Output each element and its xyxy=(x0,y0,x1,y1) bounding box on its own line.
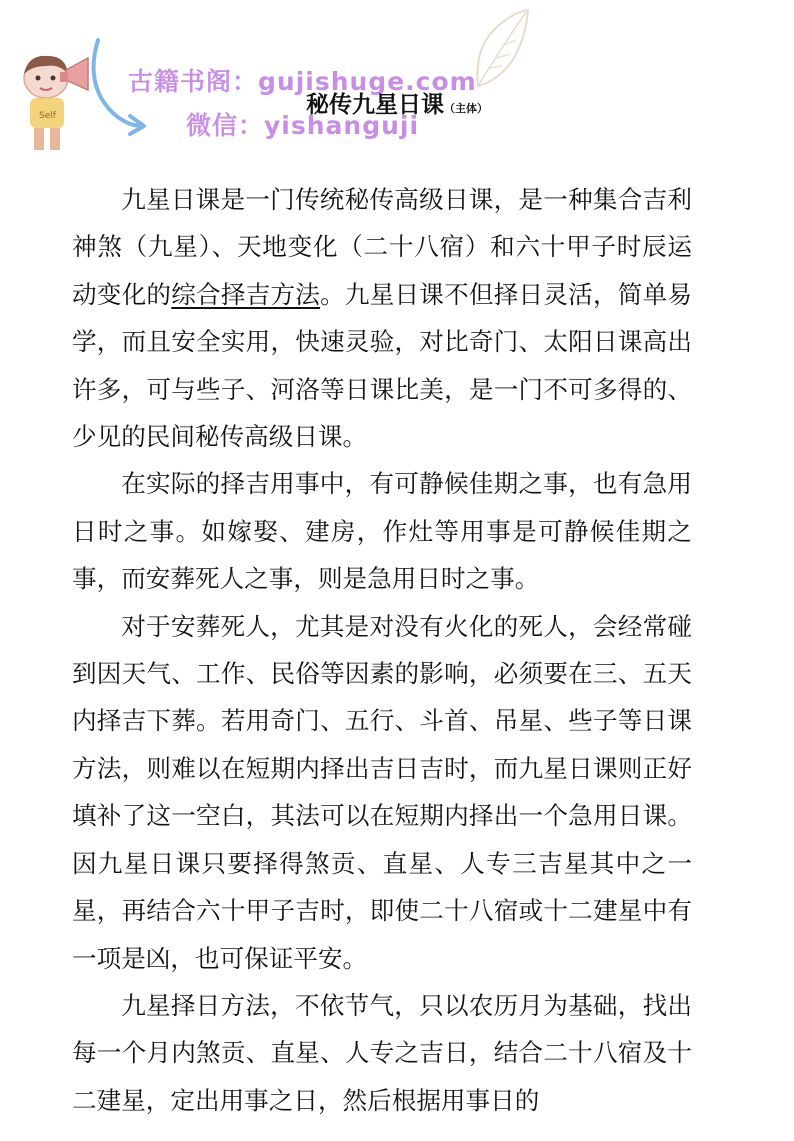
page-title: 秘传九星日课 xyxy=(306,92,444,118)
watermark-site: 古籍书阁：gujishuge.com xyxy=(128,67,477,96)
underlined-phrase: 综合择吉方法 xyxy=(171,279,321,309)
document-body xyxy=(72,176,692,1124)
watermark-wechat: 微信：yishanguji xyxy=(186,111,420,140)
page-subtitle: （主体） xyxy=(444,102,488,115)
leaf-sketch-icon xyxy=(468,6,532,92)
paragraph-1-text-after: 。九星日课不但择日灵活，简单易学，而且安全实用，快速灵验，对比奇门、太阳日课高出许多，可与些子、河洛等日课比美，是一门不可多得的、少见的民间秘传高级日课。 xyxy=(72,279,692,452)
svg-text:Self: Self xyxy=(39,111,56,121)
paragraph-3: 对于安葬死人，尤其是对没有火化的死人，会经常碰到因天气、工作、民俗等因素的影响，必须要在三、五天内择吉下葬。若用奇门、五行、斗首、吊星、些子等日课方法，则难以在短期内择出吉日吉时，而九星日课则正好填补了这一空白，其法可以在短期内择出一个急用日课。因九星日课只要择得煞贡、直星、人专三吉星其中之一星，再结合六十甲子吉时，即使二十八宿或十二建星中有一项是凶，也可保证平安。 xyxy=(72,611,692,973)
paragraph-2: 在实际的择吉用事中，有可静候佳期之事，也有急用日时之事。如嫁娶、建房，作灶等用事是可静候佳期之事，而安葬死人之事，则是急用日时之事。 xyxy=(72,469,692,594)
watermark xyxy=(0,0,794,160)
paragraph-1-text-before: 九星日课是一门传统秘传高级日课，是一种集合吉利神煞（九星）、天地变化（二十八宿）和六十甲子时辰运动变化的 xyxy=(72,185,692,309)
paragraph-4: 九星择日方法，不依节气，只以农历月为基础，找出每一个月内煞贡、直星、人专之吉日，结合二十八宿及十二建星，定出用事之日，然后根据用事日的 xyxy=(72,990,692,1115)
paragraph-1 xyxy=(72,176,692,460)
page-header xyxy=(0,86,794,119)
